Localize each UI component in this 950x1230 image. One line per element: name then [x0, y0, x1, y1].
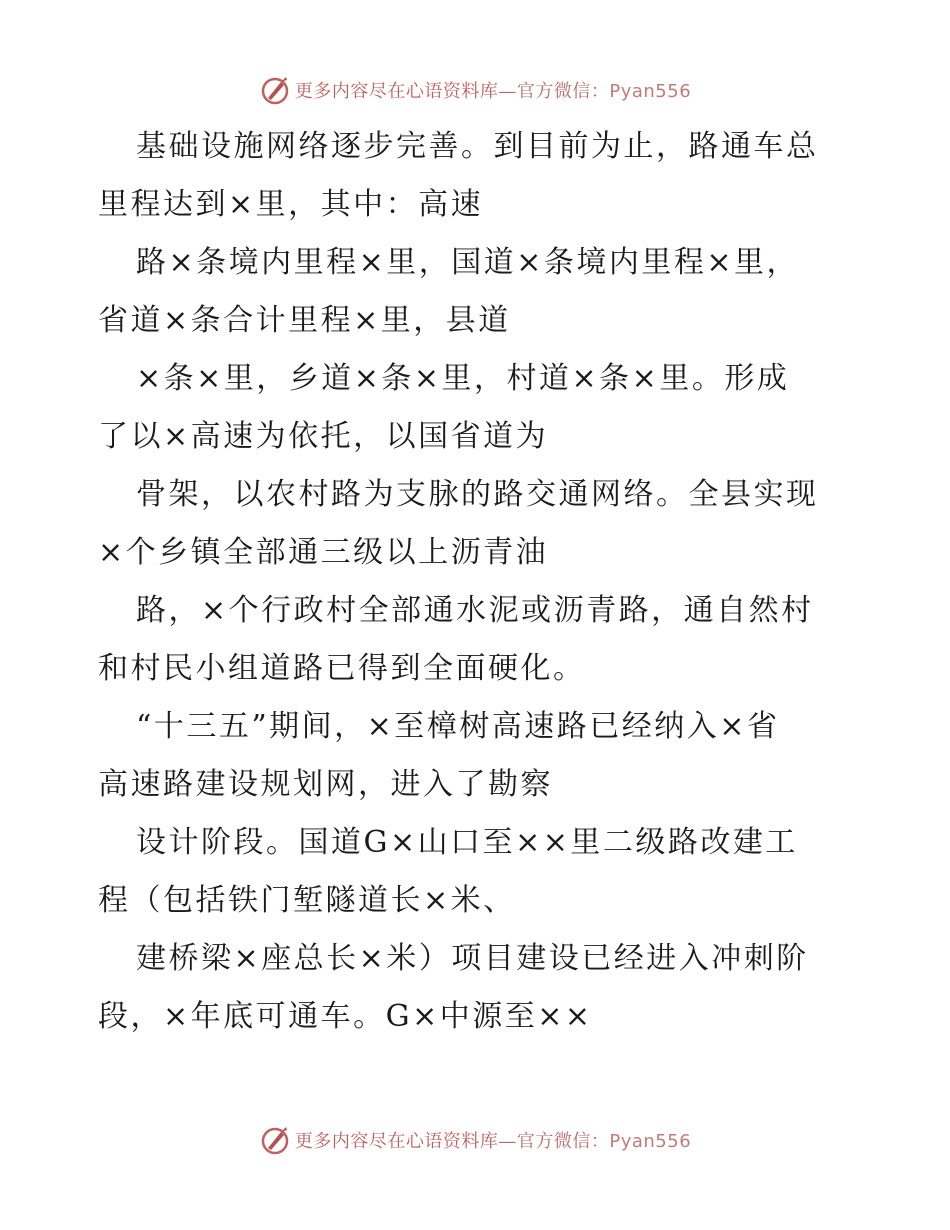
text-line: 程（包括铁门堑隧道长×米、: [98, 883, 516, 918]
text-line: ×条×里，乡道×条×里，村道×条×里。形成: [136, 361, 790, 396]
text-line: 省道×条合计里程×里，县道: [98, 303, 511, 338]
watermark-official: 官方微信：: [516, 81, 610, 102]
text-line: 路，×个行政村全部通水泥或沥青路，通自然村: [136, 593, 814, 628]
watermark-dash: —: [498, 1131, 517, 1152]
watermark-wechat-id: Pyan556: [609, 1131, 692, 1152]
text-line: 和村民小组道路已得到全面硬化。: [98, 651, 586, 686]
document-body: [98, 118, 858, 1046]
text-line: 路×条境内里程×里，国道×条境内里程×里，: [136, 245, 800, 280]
watermark-wechat-id: Pyan556: [609, 81, 692, 102]
quill-logo-icon: [259, 74, 291, 106]
text-line: ×个乡镇全部通三级以上沥青油: [98, 535, 549, 570]
watermark-dash: —: [498, 81, 517, 102]
text-line: 设计阶段。国道G×山口至××里二级路改建工: [136, 825, 798, 860]
watermark-text: [295, 77, 691, 103]
text-line: 基础设施网络逐步完善。到目前为止，路通车总: [136, 129, 819, 164]
text-line: 了以×高速为依托，以国省道为: [98, 419, 549, 454]
text-line: 里程达到×里，其中：高速: [98, 187, 484, 222]
header-watermark: [0, 72, 950, 108]
watermark-brand: 更多内容尽在心语资料库: [294, 81, 499, 102]
text-line: 骨架，以农村路为支脉的路交通网络。全县实现: [136, 477, 819, 512]
text-line: 建桥梁×座总长×米）项目建设已经进入冲刺阶: [136, 941, 809, 976]
quill-logo-icon: [259, 1124, 291, 1156]
text-line: 段，×年底可通车。G×中源至××: [98, 999, 593, 1034]
watermark-official: 官方微信：: [516, 1131, 610, 1152]
footer-watermark: [0, 1122, 950, 1158]
text-line: “十三五”期间，×至樟树高速路已经纳入×省: [136, 709, 780, 744]
watermark-text: [295, 1127, 691, 1153]
text-line: 高速路建设规划网，进入了勘察: [98, 767, 553, 802]
watermark-brand: 更多内容尽在心语资料库: [294, 1131, 499, 1152]
